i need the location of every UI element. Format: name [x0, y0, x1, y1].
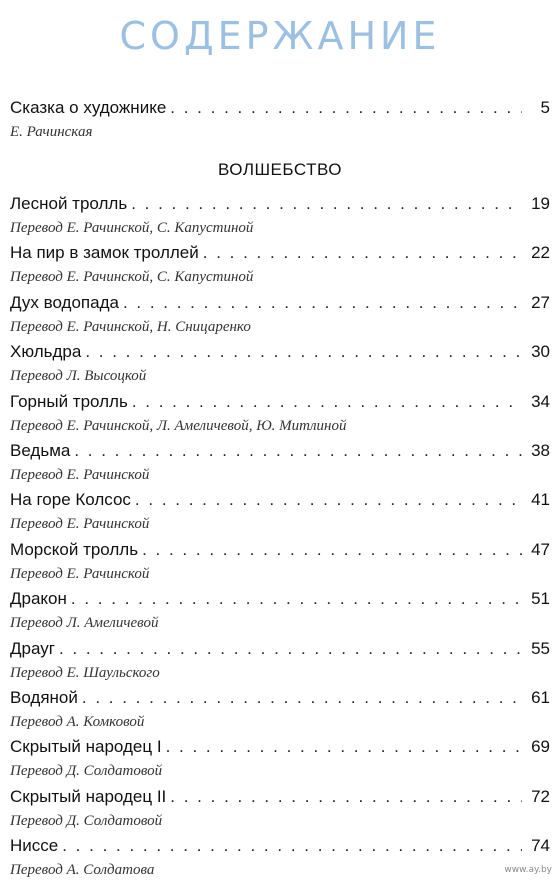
toc-entry-page: 19	[531, 194, 550, 213]
toc-entry-credit: Перевод Е. Рачинской, С. Капустиной	[10, 220, 254, 236]
toc-entry-title: Драуг	[10, 638, 55, 658]
toc-entry-credit: Е. Рачинская	[10, 124, 93, 140]
toc-entry[interactable]	[10, 639, 550, 688]
toc-entry-page: 41	[531, 490, 550, 510]
toc-entry-title: Хюльдра	[10, 342, 82, 362]
toc-entry-line	[10, 787, 550, 811]
toc-entry-credit: Перевод Е. Рачинской	[10, 565, 150, 582]
toc-entry-title: Скрытый народец I	[10, 737, 162, 757]
toc-entry-page: 30	[531, 342, 550, 362]
toc-entry[interactable]	[10, 490, 550, 539]
toc-entry-credit: Перевод Л. Высоцкой	[10, 368, 147, 385]
dot-leader	[82, 688, 522, 708]
toc-entry[interactable]	[10, 293, 550, 342]
toc-entry[interactable]	[10, 441, 550, 490]
toc-entry-credit: Перевод Д. Солдатовой	[10, 812, 163, 829]
toc-list	[10, 194, 550, 885]
toc-entry-page: 74	[531, 836, 550, 856]
toc-entry-title: Сказка о художнике	[10, 98, 167, 117]
toc-entry-credit: Перевод Е. Рачинской, Н. Сницаренко	[10, 318, 251, 335]
toc-entry-line	[10, 342, 550, 366]
toc-entry-title: Ниссе	[10, 836, 59, 856]
dot-leader	[170, 98, 522, 118]
toc-entry-credit: Перевод Е. Рачинской	[10, 516, 150, 533]
dot-leader	[142, 540, 522, 560]
section-heading: ВОЛШЕБСТВО	[218, 160, 342, 179]
toc-entry-page: 69	[531, 737, 550, 757]
toc-entry-title: На горе Колсос	[10, 490, 131, 510]
dot-leader	[135, 490, 522, 510]
toc-entry-line	[10, 540, 550, 564]
toc-entry-credit: Перевод А. Солдатова	[10, 862, 155, 879]
toc-entry-credit: Перевод Д. Солдатовой	[10, 763, 163, 780]
toc-entry-line	[10, 737, 550, 761]
toc-entry-title: Морской тролль	[10, 539, 139, 559]
toc-entry[interactable]	[10, 392, 550, 441]
toc-entry[interactable]	[10, 836, 550, 885]
dot-leader	[166, 737, 522, 757]
toc-entry-line	[10, 490, 550, 514]
dot-leader	[59, 639, 522, 659]
toc-entry-title: Водяной	[10, 687, 78, 707]
dot-leader	[74, 441, 522, 461]
toc-entry[interactable]	[10, 243, 550, 292]
toc-entry-page: 22	[531, 243, 550, 263]
toc-entry-title: Ведьма	[10, 440, 71, 460]
dot-leader	[71, 589, 522, 609]
dot-leader	[62, 836, 522, 856]
toc-entry-page: 51	[531, 589, 550, 609]
toc-entry[interactable]	[10, 194, 550, 243]
toc-entry-page: 47	[531, 539, 550, 559]
dot-leader	[85, 342, 522, 362]
toc-entry[interactable]	[10, 787, 550, 836]
dot-leader	[123, 293, 522, 313]
toc-entry-title: Дракон	[10, 589, 67, 609]
toc-entry-page: 61	[531, 687, 550, 707]
toc-entry-credit: Перевод Е. Шаульского	[10, 664, 160, 681]
toc-entry-credit: Перевод Е. Рачинской	[10, 466, 150, 483]
toc-entry-credit: Перевод Е. Рачинской, С. Капустиной	[10, 269, 254, 286]
toc-entry-title: Дух водопада	[10, 292, 119, 312]
dot-leader	[131, 194, 522, 214]
toc-entry-title: На пир в замок троллей	[10, 243, 199, 263]
toc-entry-line	[10, 194, 550, 218]
toc-entry-page: 5	[540, 98, 550, 117]
toc-entry[interactable]	[10, 342, 550, 391]
toc-entry-line	[10, 589, 550, 613]
toc-entry-page: 38	[531, 440, 550, 460]
toc-entry-line	[10, 441, 550, 465]
toc-entry-line	[10, 639, 550, 663]
toc-entry-credit: Перевод Л. Амеличевой	[10, 615, 159, 632]
toc-entry-line	[10, 293, 550, 317]
dot-leader	[203, 243, 522, 263]
toc-entry[interactable]	[10, 688, 550, 737]
watermark: www.ay.by	[504, 865, 552, 875]
toc-entry-page: 55	[531, 638, 550, 658]
toc-entry-intro[interactable]	[10, 98, 550, 144]
toc-entry-line	[10, 836, 550, 860]
toc-entry-page: 27	[531, 292, 550, 312]
toc-entry[interactable]	[10, 540, 550, 589]
dot-leader	[132, 392, 522, 412]
toc-entry-line	[10, 688, 550, 712]
dot-leader	[170, 787, 522, 807]
toc-entry[interactable]	[10, 737, 550, 786]
page-title: СОДЕРЖАНИЕ	[119, 14, 441, 58]
toc-entry-line	[10, 392, 550, 416]
toc-entry-title: Лесной тролль	[10, 194, 128, 213]
toc-entry-line	[10, 98, 550, 122]
toc-entry-page: 34	[531, 391, 550, 411]
toc-entry-line	[10, 243, 550, 267]
toc-entry-credit: Перевод А. Комковой	[10, 713, 145, 730]
toc-entry-title: Скрытый народец II	[10, 786, 167, 806]
toc-entry-page: 72	[531, 786, 550, 806]
toc-entry-title: Горный тролль	[10, 391, 128, 411]
toc-entry[interactable]	[10, 589, 550, 638]
table-of-contents	[10, 98, 550, 885]
toc-entry-credit: Перевод Е. Рачинской, Л. Амеличевой, Ю. Митлиной	[10, 417, 347, 434]
